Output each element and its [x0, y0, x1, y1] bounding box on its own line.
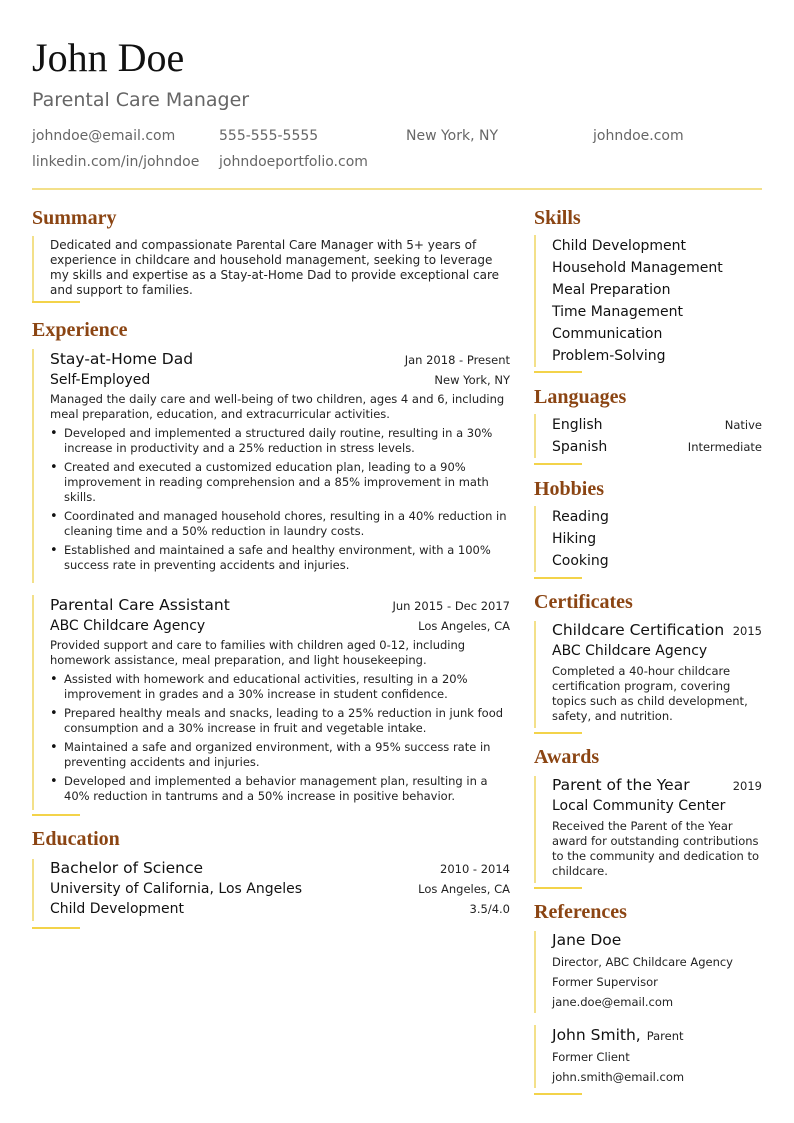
- candidate-name: John Doe: [32, 35, 185, 80]
- summary-block: [32, 236, 510, 301]
- award-year: 2019: [732, 779, 762, 793]
- award-description: Received the Parent of the Year award for outstanding contributions to the community and dedication to childcare.: [552, 819, 759, 878]
- awards-section: [534, 745, 762, 889]
- language-level: Native: [724, 418, 762, 432]
- contact-info: [32, 128, 772, 170]
- skill-item: Communication: [552, 326, 663, 342]
- list-item: • Established and maintained a safe and healthy environment, with a 100% success rate in preventing accidents and injuries.: [50, 543, 510, 573]
- education-heading: Education: [32, 828, 120, 850]
- left-column: [32, 206, 510, 929]
- experience-role: Parental Care Assistant: [50, 596, 230, 614]
- experience-description: Provided support and care to families with children aged 0-12, including homework assistance, meal preparation, and light housekeeping.: [50, 638, 466, 667]
- references-section: [534, 900, 762, 1095]
- education-degree: Bachelor of Science: [50, 859, 204, 877]
- languages-block: [534, 414, 762, 458]
- award-name: Parent of the Year: [552, 776, 690, 794]
- experience-org: Self-Employed: [50, 372, 151, 388]
- education-gpa: 3.5/4.0: [469, 902, 510, 916]
- award-org: Local Community Center: [552, 798, 726, 814]
- experience-location: Los Angeles, CA: [418, 619, 510, 633]
- certificate-item: [534, 621, 762, 728]
- contact-location: New York, NY: [406, 128, 499, 144]
- contact-phone[interactable]: 555-555-5555: [219, 128, 319, 144]
- skill-item: Time Management: [552, 304, 683, 320]
- hobbies-section: [534, 477, 762, 579]
- experience-date: Jun 2015 - Dec 2017: [392, 599, 510, 613]
- summary-text: Dedicated and compassionate Parental Care Manager with 5+ years of experience in childcare and household management, seeking to leverage my skills and expertise as a Stay-at-Home Dad to provide exceptional care and support to families.: [50, 238, 500, 297]
- list-item: • Prepared healthy meals and snacks, leading to a 25% reduction in junk food consumption and a 30% increase in fruit and vegetable intake.: [50, 706, 510, 736]
- education-date: 2010 - 2014: [440, 862, 510, 876]
- experience-role: Stay-at-Home Dad: [50, 350, 194, 368]
- header-divider: [32, 188, 762, 190]
- contact-portfolio[interactable]: johndoeportfolio.com: [219, 154, 368, 170]
- hobbies-heading: Hobbies: [534, 478, 605, 500]
- contact-linkedin[interactable]: linkedin.com/in/johndoe: [32, 154, 200, 170]
- section-underline: [534, 371, 582, 373]
- skills-block: [534, 235, 762, 367]
- language-name: Spanish: [552, 439, 608, 455]
- reference-position: Parent: [646, 1029, 684, 1043]
- certificates-heading: Certificates: [534, 591, 633, 613]
- reference-relation: Former Client: [552, 1050, 630, 1064]
- education-item: [32, 859, 510, 921]
- reference-relation: Former Supervisor: [552, 975, 658, 989]
- list-item: • Maintained a safe and organized environment, with a 95% success rate in preventing accidents and injuries.: [50, 740, 510, 770]
- reference-item-1: [534, 931, 762, 1013]
- education-school: University of California, Los Angeles: [50, 881, 303, 897]
- experience-item-1: [32, 349, 510, 583]
- list-item: • Coordinated and managed household chores, resulting in a 40% reduction in cleaning time and a 50% reduction in laundry costs.: [50, 509, 510, 539]
- skills-section: [534, 206, 762, 373]
- section-underline: [32, 927, 80, 929]
- language-name: English: [552, 417, 603, 433]
- list-item: • Developed and implemented a behavior management plan, resulting in a 40% reduction in tantrums and a 50% increase in positive behavior.: [50, 774, 510, 804]
- education-section: [32, 827, 510, 929]
- experience-description: Managed the daily care and well-being of two children, ages 4 and 6, including meal preparation, education, and extracurricular activities.: [50, 392, 505, 421]
- hobby-item: Cooking: [552, 553, 609, 569]
- section-underline: [32, 814, 80, 816]
- skills-heading: Skills: [534, 207, 581, 229]
- certificate-year: 2015: [732, 624, 762, 638]
- language-level: Intermediate: [687, 440, 762, 454]
- section-underline: [534, 732, 582, 734]
- section-underline: [534, 887, 582, 889]
- experience-date: Jan 2018 - Present: [404, 353, 510, 367]
- summary-heading: Summary: [32, 207, 117, 229]
- summary-section: [32, 206, 510, 303]
- section-underline: [32, 301, 80, 303]
- experience-bullets: [50, 672, 510, 804]
- education-field: Child Development: [50, 901, 185, 917]
- hobby-item: Reading: [552, 509, 609, 525]
- experience-section: [32, 318, 510, 816]
- list-item: • Created and executed a customized education plan, leading to a 90% improvement in reading comprehension and a 85% improvement in math skills.: [50, 460, 510, 505]
- experience-location: New York, NY: [434, 373, 510, 387]
- list-item: • Developed and implemented a structured daily routine, resulting in a 30% increase in productivity and a 25% reduction in stress levels.: [50, 426, 510, 456]
- certificate-description: Completed a 40-hour childcare certification program, covering topics such as child development, safety, and nutrition.: [552, 664, 748, 723]
- award-item: [534, 776, 762, 883]
- certificate-name: Childcare Certification: [552, 621, 725, 639]
- reference-email[interactable]: john.smith@email.com: [552, 1070, 685, 1084]
- hobbies-block: [534, 506, 762, 572]
- right-column: [534, 206, 762, 1095]
- skill-item: Child Development: [552, 238, 687, 254]
- reference-name: Jane Doe: [552, 931, 622, 949]
- section-underline: [534, 463, 582, 465]
- hobby-item: Hiking: [552, 531, 597, 547]
- section-underline: [534, 1093, 582, 1095]
- experience-bullets: [50, 426, 510, 573]
- references-heading: References: [534, 901, 627, 923]
- section-underline: [534, 577, 582, 579]
- language-row: [552, 436, 762, 458]
- languages-section: [534, 385, 762, 465]
- education-location: Los Angeles, CA: [418, 882, 510, 896]
- certificates-section: [534, 590, 762, 734]
- reference-position: Director, ABC Childcare Agency: [552, 955, 733, 969]
- languages-heading: Languages: [534, 386, 627, 408]
- certificate-org: ABC Childcare Agency: [552, 643, 708, 659]
- reference-name: John Smith,: [552, 1026, 641, 1044]
- experience-org: ABC Childcare Agency: [50, 618, 206, 634]
- skill-item: Problem-Solving: [552, 348, 666, 364]
- reference-email[interactable]: jane.doe@email.com: [552, 995, 674, 1009]
- experience-item-2: [32, 595, 510, 810]
- language-row: [552, 414, 762, 436]
- awards-heading: Awards: [534, 746, 600, 768]
- skill-item: Household Management: [552, 260, 723, 276]
- skill-item: Meal Preparation: [552, 282, 671, 298]
- reference-item-2: [534, 1025, 762, 1088]
- experience-heading: Experience: [32, 319, 128, 341]
- list-item: • Assisted with homework and educational activities, resulting in a 20% improvement in grades and a 30% increase in student confidence.: [50, 672, 510, 702]
- contact-website[interactable]: johndoe.com: [593, 128, 684, 144]
- job-title: Parental Care Manager: [32, 89, 250, 111]
- contact-email[interactable]: johndoe@email.com: [32, 128, 176, 144]
